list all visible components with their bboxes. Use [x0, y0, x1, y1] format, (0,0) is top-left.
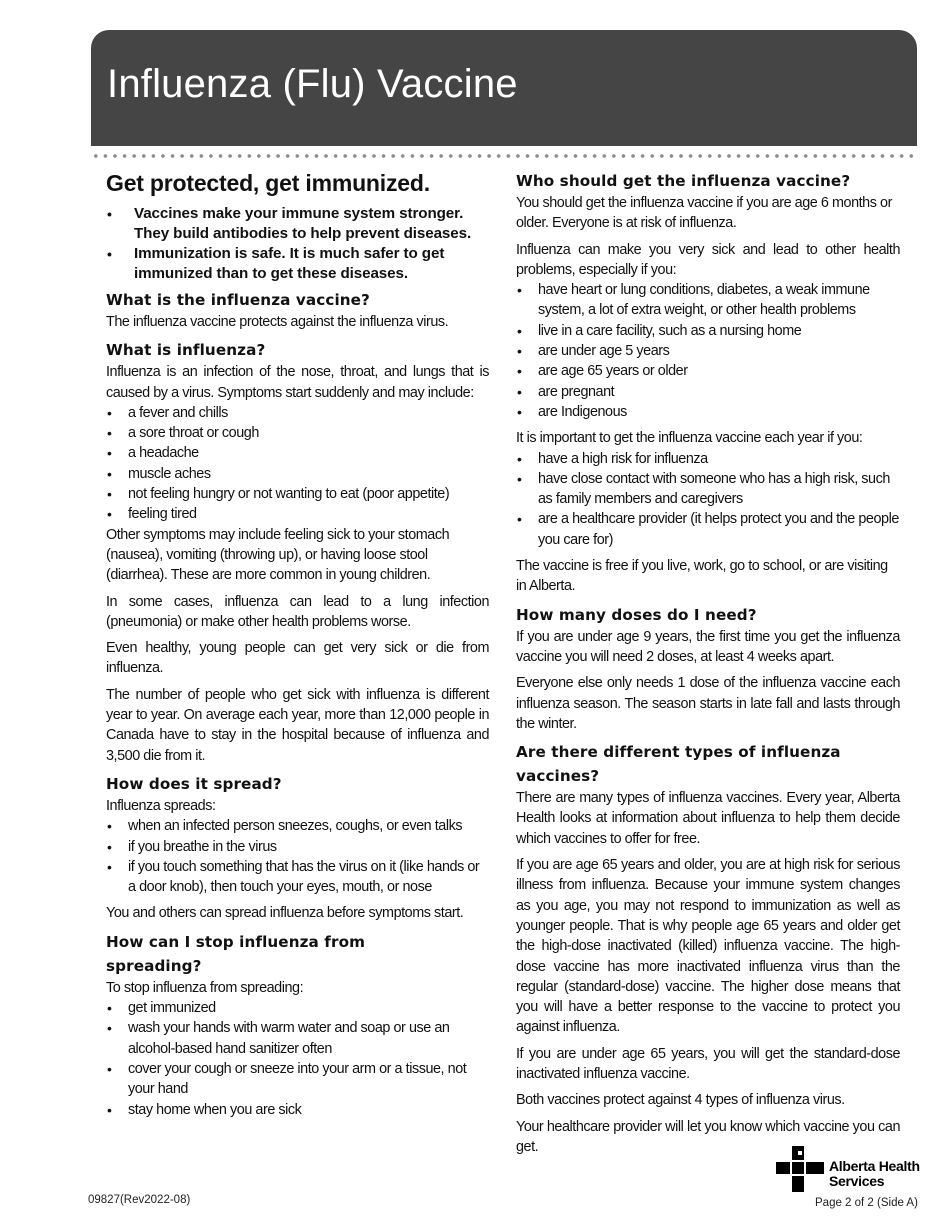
- symptoms-list: [106, 403, 489, 525]
- list-item: • cover your cough or sneeze into your arm or a tissue, not your hand: [106, 1059, 489, 1100]
- list-item: • a headache: [106, 443, 489, 463]
- types-text-1: There are many types of influenza vaccines. Every year, Alberta Health looks at information about influenza to help them decide which vaccines to offer for free.: [516, 790, 900, 847]
- logo-line2: Services: [829, 1173, 885, 1189]
- list-item: • muscle aches: [106, 464, 489, 484]
- types-text-4: Both vaccines protect against 4 types of influenza virus.: [516, 1092, 845, 1109]
- list-item: • are age 65 years or older: [516, 361, 900, 381]
- statistics-text: The number of people who get sick with influenza is different year to year. On average each year, more than 12,000 people in Canada have to stay in the hospital because of influenza and 3,500 die from it.: [106, 686, 489, 764]
- who-text-3: It is important to get the influenza vaccine each year if you:: [516, 430, 863, 447]
- section-heading-what-vaccine: What is the influenza vaccine?: [106, 291, 370, 309]
- right-column: [516, 169, 900, 1163]
- what-vaccine-text: The influenza vaccine protects against the influenza virus.: [106, 314, 449, 330]
- list-item: • live in a care facility, such as a nursing home: [516, 321, 900, 341]
- who-text-2: Influenza can make you very sick and lead to other health problems, especially if you:: [516, 241, 900, 278]
- types-text-3: If you are under age 65 years, you will get the standard-dose inactivated influenza vaccine.: [516, 1045, 900, 1082]
- key-points-list: [106, 204, 489, 284]
- document-code: 09827(Rev2022-08): [88, 1194, 191, 1206]
- list-item: • have a high risk for influenza: [516, 449, 900, 469]
- who-text-4: The vaccine is free if you live, work, go to school, or are visiting in Alberta.: [516, 558, 888, 595]
- ahs-cross-icon: [776, 1146, 824, 1192]
- doses-text-1: If you are under age 9 years, the first time you get the influenza vaccine you will need 2 doses, at least 4 weeks apart.: [516, 628, 900, 665]
- section-heading-what-influenza: What is influenza?: [106, 341, 266, 360]
- section-heading-who: Who should get the influenza vaccine?: [516, 172, 851, 190]
- complications-text: In some cases, influenza can lead to a lung infection (pneumonia) or make other health problems worse.: [106, 593, 489, 630]
- list-item: • Vaccines make your immune system stronger. They build antibodies to help prevent diseases.: [106, 204, 489, 244]
- list-item: • stay home when you are sick: [106, 1100, 489, 1120]
- risk-list: [516, 280, 900, 422]
- types-heading-line2: vaccines?: [516, 767, 600, 786]
- list-item: • are under age 5 years: [516, 341, 900, 361]
- list-item: • have close contact with someone who has a high risk, such as family members and caregivers: [516, 469, 900, 510]
- dotted-divider: [91, 153, 917, 159]
- who-text-1: You should get the influenza vaccine if you are age 6 months or older. Everyone is at risk of influenza.: [516, 195, 892, 232]
- left-column: [106, 168, 489, 1120]
- spread-intro: Influenza spreads:: [106, 797, 216, 814]
- list-item: • wash your hands with warm water and soap or use an alcohol-based hand sanitizer often: [106, 1018, 489, 1059]
- list-item: • a fever and chills: [106, 403, 489, 423]
- types-text-2: If you are age 65 years and older, you are at high risk for serious illness from influenza. Because your immune system changes as you age, you may not respond to immunization as well as younger people. That is why people age 65 years and older get the high-dose inactivated (killed) influenza vaccine. The high-dose vaccine has more inactivated influenza virus than the regular (standard-dose) vaccine. The higher dose means that you will have a better response to the vaccine to protect you against influenza.: [516, 857, 900, 1036]
- list-item: • feeling tired: [106, 504, 489, 524]
- healthy-people-text: Even healthy, young people can get very sick or die from influenza.: [106, 640, 489, 677]
- yearly-list: [516, 449, 900, 550]
- stop-intro: To stop influenza from spreading:: [106, 979, 304, 996]
- list-item: • have heart or lung conditions, diabetes, a weak immune system, a lot of extra weight, or other health problems: [516, 280, 900, 321]
- list-item: • are a healthcare provider (it helps protect you and the people you care for): [516, 509, 900, 550]
- types-text-5: Your healthcare provider will let you know which vaccine you can get.: [516, 1118, 900, 1155]
- section-heading-doses: How many doses do I need?: [516, 605, 757, 624]
- title-banner: [91, 30, 917, 146]
- other-symptoms-text: Other symptoms may include feeling sick to your stomach (nausea), vomiting (throwing up), or having loose stool (diarrhea). These are more common in young children.: [106, 526, 450, 584]
- stop-heading-line2: spreading?: [106, 956, 202, 975]
- section-heading-types: [516, 740, 900, 788]
- spread-list: [106, 816, 489, 897]
- logo-text: [829, 1159, 920, 1189]
- list-item: • are pregnant: [516, 382, 900, 402]
- section-heading-spread: How does it spread?: [106, 774, 282, 793]
- what-influenza-intro: Influenza is an infection of the nose, throat, and lungs that is caused by a virus. Symptoms start suddenly and may include:: [106, 364, 489, 401]
- list-item: • when an infected person sneezes, coughs, or even talks: [106, 816, 489, 836]
- page-number: Page 2 of 2 (Side A): [815, 1197, 918, 1209]
- stop-heading-line1: How can I stop influenza from: [106, 932, 366, 951]
- list-item: • not feeling hungry or not wanting to eat (poor appetite): [106, 484, 489, 504]
- stop-list: [106, 998, 489, 1120]
- list-item: • Immunization is safe. It is much safer to get immunized than to get these diseases.: [106, 244, 489, 284]
- logo-line1: Alberta Health: [829, 1158, 920, 1174]
- page-title: Influenza (Flu) Vaccine: [107, 62, 518, 106]
- list-item: • are Indigenous: [516, 402, 900, 422]
- list-item: • if you breathe in the virus: [106, 837, 489, 857]
- list-item: • if you touch something that has the virus on it (like hands or a door knob), then touch your eyes, mouth, or nose: [106, 857, 489, 898]
- section-heading-stop: [106, 930, 489, 978]
- list-item: • get immunized: [106, 998, 489, 1018]
- main-heading: Get protected, get immunized.: [106, 170, 430, 196]
- spread-outro: You and others can spread influenza before symptoms start.: [106, 905, 464, 922]
- doses-text-2: Everyone else only needs 1 dose of the influenza vaccine each influenza season. The season starts in late fall and lasts through the winter.: [516, 675, 900, 732]
- ahs-logo: [776, 1146, 936, 1192]
- list-item: • a sore throat or cough: [106, 423, 489, 443]
- types-heading-line1: Are there different types of influenza: [516, 743, 841, 762]
